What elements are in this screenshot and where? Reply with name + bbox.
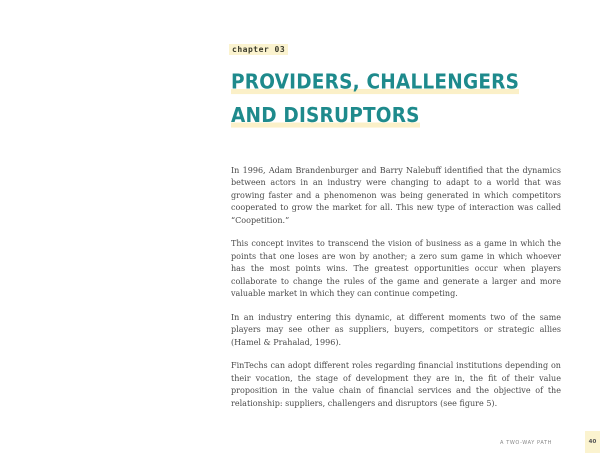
paragraph-3: In an industry entering this dynamic, at different moments two of the same players may see other as suppliers, buyers, competitors or strategic allies (Hamel & Prahalad, 1996). — [231, 312, 561, 347]
chapter-label: chapter 03 — [229, 44, 288, 55]
body-text — [231, 165, 561, 421]
paragraph-4: FinTechs can adopt different roles regarding financial institutions depending on their vocation, the stage of development they are in, the fit of their value proposition in the value chain of financial services and the objective of the relationship: suppliers, challengers and disruptors (see figure 5). — [231, 361, 561, 408]
page-number: 40 — [585, 431, 600, 453]
title-line-2: AND DISRUPTORS — [231, 104, 420, 128]
page-title — [231, 66, 571, 133]
title-line-1: PROVIDERS, CHALLENGERS — [231, 71, 520, 95]
running-title: A TWO-WAY PATH — [500, 440, 552, 446]
paragraph-2: This concept invites to transcend the vision of business as a game in which the points that one loses are won by another; a zero sum game in which whoever has the most points wins. The greatest opportunities occur when players collaborate to change the rules of the game and generate a larger and more valuable market in which they can continue competing. — [231, 239, 561, 299]
paragraph-1: In 1996, Adam Brandenburger and Barry Nalebuff identified that the dynamics between actors in an industry were changing to adapt to a world that was growing faster and a phenomenon was being generated in which competitors cooperated to grow the market for all. This new type of interaction was called “Coopetition.” — [231, 166, 561, 225]
